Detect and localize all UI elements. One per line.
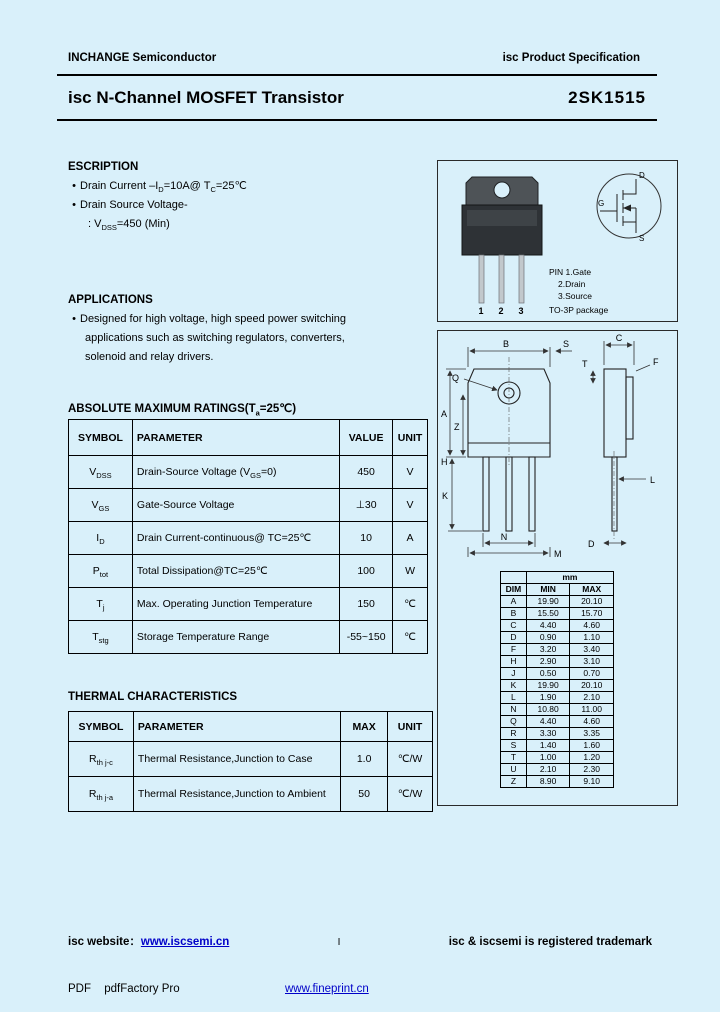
table-row bbox=[69, 555, 428, 588]
dim-label-d: D bbox=[588, 539, 595, 549]
cell-unit: ℃ bbox=[393, 588, 428, 621]
dim-label-n: N bbox=[500, 532, 508, 542]
dim-label-k: K bbox=[442, 491, 449, 501]
cell-symbol: $P_{tot}$ bbox=[69, 555, 133, 588]
cell-value: 450 bbox=[340, 456, 393, 489]
absolute-maximum-ratings-table bbox=[68, 419, 428, 654]
drain-terminal-label: D bbox=[639, 171, 645, 180]
table-row: J 0.50 0.70 bbox=[501, 668, 614, 680]
header-divider bbox=[57, 74, 657, 76]
package-type-note: TO-3P package bbox=[549, 305, 609, 315]
bullet-icon: • bbox=[72, 180, 76, 192]
col-header-max: MAX bbox=[341, 712, 388, 742]
centerlines bbox=[509, 357, 614, 539]
dim-label-q: Q bbox=[452, 373, 460, 383]
company-name: INCHANGE Semiconductor bbox=[68, 52, 217, 64]
dim-label-h: H bbox=[441, 457, 448, 467]
cell-symbol: $V_{GS}$ bbox=[69, 489, 133, 522]
pin-2-label: 2 bbox=[498, 306, 504, 316]
cell-unit: V bbox=[393, 489, 428, 522]
cell-value: 150 bbox=[340, 588, 393, 621]
mosfet-symbol bbox=[597, 174, 661, 238]
thermal-characteristics-table bbox=[68, 711, 433, 812]
product-spec-label: isc Product Specification bbox=[502, 52, 640, 64]
page-title: isc N-Channel MOSFET Transistor bbox=[68, 88, 344, 107]
cell-value: 100 bbox=[340, 555, 393, 588]
table-row bbox=[69, 777, 433, 812]
table-row: L 1.90 2.10 bbox=[501, 692, 614, 704]
col-header-parameter: PARAMETER bbox=[133, 712, 340, 742]
table-header-row bbox=[69, 420, 428, 456]
footer bbox=[68, 933, 652, 949]
description-section bbox=[68, 158, 433, 234]
col-header-symbol: SYMBOL bbox=[69, 712, 134, 742]
table-header-row bbox=[69, 712, 433, 742]
pin-note-2: 2.Drain bbox=[558, 279, 586, 289]
page-marker: I bbox=[337, 937, 341, 948]
applications-line-3: solenoid and relay drivers. bbox=[85, 351, 214, 363]
package-illustration bbox=[438, 161, 677, 321]
fineprint-link[interactable]: www.fineprint.cn bbox=[285, 983, 369, 995]
table-row bbox=[69, 742, 433, 777]
cell-symbol: $V_{DSS}$ bbox=[69, 456, 133, 489]
package-figure bbox=[437, 160, 678, 322]
cell-parameter: Storage Temperature Range bbox=[132, 621, 339, 654]
applications-section bbox=[68, 291, 433, 367]
dimension-drawing bbox=[438, 331, 677, 564]
cell-unit: V bbox=[393, 456, 428, 489]
applications-line-1: • Designed for high voltage, high speed power switching bbox=[68, 310, 433, 329]
dimension-figure bbox=[437, 330, 678, 806]
table-row: N 10.80 11.00 bbox=[501, 704, 614, 716]
cell-parameter: Thermal Resistance,Junction to Case bbox=[133, 742, 340, 777]
thermal-heading: THERMAL CHARACTERISTICS bbox=[68, 691, 238, 703]
dimensions-table bbox=[500, 571, 614, 788]
website-line bbox=[68, 933, 229, 949]
cell-parameter: Thermal Resistance,Junction to Ambient bbox=[133, 777, 340, 812]
table-row bbox=[69, 588, 428, 621]
cell-parameter: Max. Operating Junction Temperature bbox=[132, 588, 339, 621]
description-heading: ESCRIPTION bbox=[68, 161, 139, 173]
to3p-package-drawing bbox=[462, 177, 542, 303]
cell-unit: W bbox=[393, 555, 428, 588]
dim-label-s: S bbox=[562, 339, 570, 349]
pdf-factory-label: pdfFactory Pro bbox=[104, 983, 180, 995]
header bbox=[68, 52, 640, 64]
pin-3-label: 3 bbox=[518, 306, 524, 316]
table-row: Q 4.40 4.60 bbox=[501, 716, 614, 728]
title-bar bbox=[68, 88, 646, 108]
table-row: H 2.90 3.10 bbox=[501, 656, 614, 668]
cell-unit: ℃/W bbox=[388, 777, 433, 812]
cell-max: 1.0 bbox=[341, 742, 388, 777]
applications-line-2: applications such as switching regulators, converters, bbox=[85, 332, 345, 344]
gate-terminal-label: G bbox=[598, 199, 605, 208]
source-terminal-label: S bbox=[639, 234, 645, 243]
dim-label-a: A bbox=[441, 409, 448, 419]
pin-note-1: PIN 1.Gate bbox=[549, 267, 592, 277]
cell-unit: ℃ bbox=[393, 621, 428, 654]
part-number: 2SK1515 bbox=[568, 88, 646, 107]
package-outline-front-and-side bbox=[468, 369, 633, 531]
col-header-dim: DIM bbox=[501, 584, 527, 596]
iscsemi-link[interactable]: www.iscsemi.cn bbox=[140, 936, 230, 948]
trademark-note: isc & iscsemi is registered trademark bbox=[448, 936, 652, 948]
col-header-min: MIN bbox=[526, 584, 570, 596]
description-bullet-1: • Drain Current $-I_D=10A@$ $T_C=25℃$ bbox=[68, 177, 433, 196]
table-row: K 19.90 20.10 bbox=[501, 680, 614, 692]
description-bullet-2: • Drain Source Voltage- bbox=[68, 196, 433, 215]
col-header-unit: UNIT bbox=[388, 712, 433, 742]
col-header-parameter: PARAMETER bbox=[132, 420, 339, 456]
pin-note-3: 3.Source bbox=[558, 291, 593, 301]
table-row: U 2.10 2.30 bbox=[501, 764, 614, 776]
cell-symbol: $R_{th j-c}$ bbox=[69, 742, 134, 777]
table-header-row bbox=[501, 584, 614, 596]
bullet-icon: • bbox=[72, 199, 76, 211]
cell-symbol: $I_D$ bbox=[69, 522, 133, 555]
cell-unit: ℃/W bbox=[388, 742, 433, 777]
col-header-symbol: SYMBOL bbox=[69, 420, 133, 456]
website-label: isc website： bbox=[68, 936, 141, 948]
cell-parameter: Total Dissipation@TC=25℃ bbox=[132, 555, 339, 588]
dim-label-f: F bbox=[653, 357, 659, 367]
pin-1-label: 1 bbox=[478, 306, 484, 316]
dim-label-t: T bbox=[582, 359, 588, 369]
dim-table-corner bbox=[501, 572, 527, 584]
table-row: R 3.30 3.35 bbox=[501, 728, 614, 740]
table-row bbox=[69, 456, 428, 489]
table-row: S 1.40 1.60 bbox=[501, 740, 614, 752]
cell-value: ⊥30 bbox=[340, 489, 393, 522]
dim-unit-header: mm bbox=[526, 572, 613, 584]
table-row: C 4.40 4.60 bbox=[501, 620, 614, 632]
dim-label-c: C bbox=[615, 333, 623, 343]
abs-max-heading: ABSOLUTE MAXIMUM $RATINGS(T_a=25℃)$ bbox=[68, 403, 297, 418]
table-row: F 3.20 3.40 bbox=[501, 644, 614, 656]
cell-symbol: $R_{th j-a}$ bbox=[69, 777, 134, 812]
dim-label-m: M bbox=[554, 549, 562, 559]
description-line-3: : $V_{DSS}=450$ (Min) bbox=[88, 218, 170, 233]
applications-heading: APPLICATIONS bbox=[68, 294, 153, 306]
col-header-max: MAX bbox=[570, 584, 614, 596]
dim-label-z: Z bbox=[454, 422, 460, 432]
cell-parameter: Drain Current-continuous@ TC=25℃ bbox=[132, 522, 339, 555]
pdf-note: PDF bbox=[68, 983, 91, 995]
table-row: Z 8.90 9.10 bbox=[501, 776, 614, 788]
cell-parameter: Drain-Source Voltage $(V_{GS}=0)$ bbox=[132, 456, 339, 489]
table-row bbox=[69, 522, 428, 555]
table-row: B 15.50 15.70 bbox=[501, 608, 614, 620]
table-row: A 19.90 20.10 bbox=[501, 596, 614, 608]
cell-symbol: $T_j$ bbox=[69, 588, 133, 621]
col-header-unit: UNIT bbox=[393, 420, 428, 456]
cell-max: 50 bbox=[341, 777, 388, 812]
table-row: D 0.90 1.10 bbox=[501, 632, 614, 644]
dim-label-b: B bbox=[502, 339, 510, 349]
table-row bbox=[69, 489, 428, 522]
table-row: T 1.00 1.20 bbox=[501, 752, 614, 764]
cell-value: -55~150 bbox=[340, 621, 393, 654]
bullet-icon: • bbox=[72, 313, 76, 325]
table-header-row bbox=[501, 572, 614, 584]
cell-value: 10 bbox=[340, 522, 393, 555]
title-divider bbox=[57, 119, 657, 121]
table-row bbox=[69, 621, 428, 654]
cell-unit: A bbox=[393, 522, 428, 555]
dim-label-l: L bbox=[650, 475, 656, 485]
col-header-value: VALUE bbox=[340, 420, 393, 456]
cell-parameter: Gate-Source Voltage bbox=[132, 489, 339, 522]
cell-symbol: $T_{stg}$ bbox=[69, 621, 133, 654]
pdf-generator-bar bbox=[68, 983, 628, 995]
dimension-lines bbox=[446, 341, 650, 557]
